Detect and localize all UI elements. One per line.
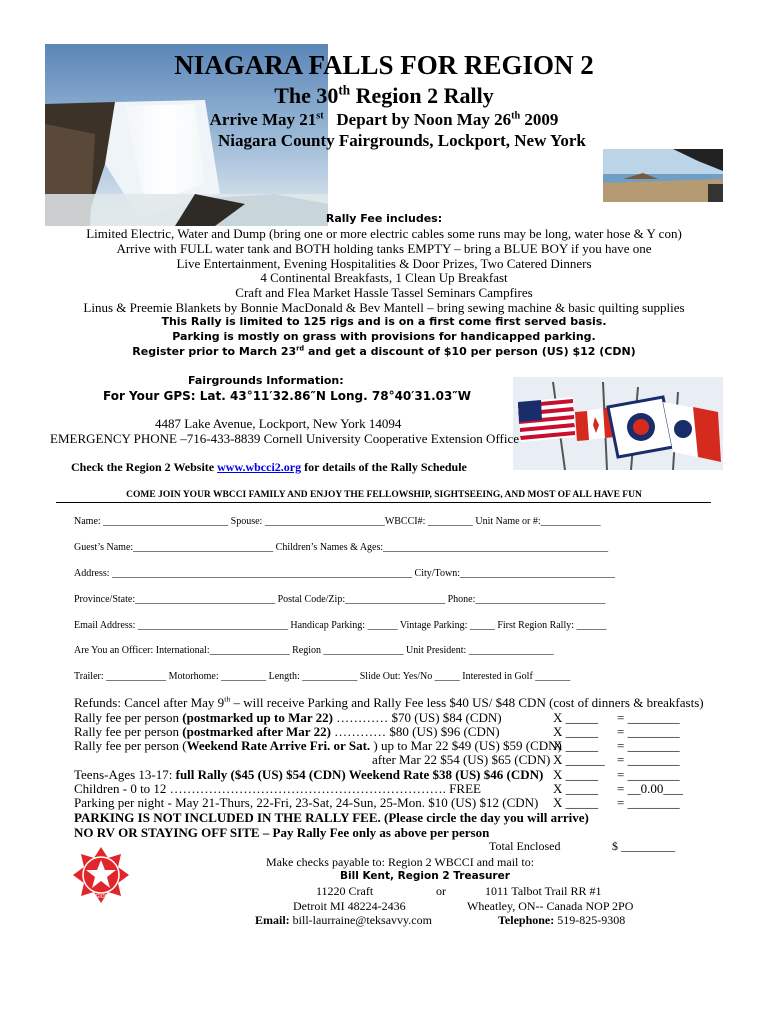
arrive-sup: st xyxy=(316,110,324,122)
form-row-guests[interactable]: Guest’s Name:____________________________ Children’s Names & Ages:_____________________________________________ xyxy=(74,542,609,553)
contact-phone-line xyxy=(498,913,625,927)
qty-field-late[interactable]: X _____ xyxy=(553,724,599,739)
form-row-email[interactable]: Email Address: ______________________________ Handicap Parking: ______ Vintage Parking: _____ First Region Rally: ______ xyxy=(74,620,607,631)
parking-notice: Parking is mostly on grass with provisions for handicapped parking. xyxy=(172,330,596,343)
fee-row-parking: Parking per night - May 21-Thurs, 22-Fri, 23-Sat, 24-Sun, 25-Mon. $10 (US) $12 (CDN) xyxy=(74,795,539,810)
gps-line: For Your GPS: Lat. 43°11′32.86″N Long. 78°40′31.03″W xyxy=(103,389,471,403)
subtitle-sup: th xyxy=(338,82,351,98)
fee-line-3: Live Entertainment, Evening Hospitalities & Door Prizes, Two Catered Dinners xyxy=(176,256,592,271)
qty-field-weekend[interactable]: X _____ xyxy=(553,738,599,753)
fee-row-bold: full Rally ($45 (US) $54 (CDN) Weekend Rate $38 (US) $46 (CDN) xyxy=(175,767,544,782)
amount-field-weekend[interactable]: = ________ xyxy=(617,738,680,753)
register-notice xyxy=(0,345,768,359)
logo-text: REGION 2 xyxy=(88,894,114,900)
arrive-depart-line xyxy=(0,109,768,131)
total-enclosed-field[interactable]: $ _________ xyxy=(612,839,675,853)
amount-field-weekend-late[interactable]: = ________ xyxy=(617,752,680,767)
subtitle-text: The 30 xyxy=(274,83,339,108)
fee-row-teens xyxy=(74,767,543,782)
qty-field-parking[interactable]: X _____ xyxy=(553,795,599,810)
form-row-name[interactable]: Name: _________________________ Spouse: ________________________WBCCI#: _________ Unit Name or #:____________ xyxy=(74,516,601,527)
qty-field-weekend-late[interactable]: X ______ xyxy=(553,752,605,767)
fairgrounds-heading: Fairgrounds Information: xyxy=(188,374,344,387)
fee-line-1: Limited Electric, Water and Dump (bring one or more electric cables some runs may be long, water hose & Y con) xyxy=(86,226,682,241)
fee-row-text: Rally fee per person xyxy=(74,724,183,739)
total-enclosed-label: Total Enclosed xyxy=(489,839,561,853)
page-title: NIAGARA FALLS FOR REGION 2 xyxy=(174,50,594,80)
fee-row-text: Rally fee per person xyxy=(74,710,183,725)
amount-field-parking[interactable]: = ________ xyxy=(617,795,680,810)
emergency-phone: EMERGENCY PHONE –716-433-8839 Cornell University Cooperative Extension Office xyxy=(50,431,520,446)
banner-divider xyxy=(56,502,711,503)
amount-field-late[interactable]: = ________ xyxy=(617,724,680,739)
fairgrounds-address: 4487 Lake Avenue, Lockport, New York 14094 xyxy=(155,416,402,431)
fee-row-price: ) up to Mar 22 $49 (US) $59 (CDN) xyxy=(373,738,562,753)
form-row-trailer[interactable]: Trailer: ____________ Motorhome: _________ Length: ___________ Slide Out: Yes/No _____ Interested in Golf _______ xyxy=(74,671,571,682)
fee-row-bold: Weekend Rate Arrive Fri. or Sat. xyxy=(186,738,374,753)
refund-rest: – will receive Parking and Rally Fee less $40 US/ $48 CDN (cost of dinners & breakfasts) xyxy=(230,695,704,710)
treasurer-line: Bill Kent, Region 2 Treasurer xyxy=(340,870,510,882)
email-label: Email: xyxy=(255,913,290,927)
payable-line: Make checks payable to: Region 2 WBCCI and mail to: xyxy=(266,855,535,869)
limit-notice: This Rally is limited to 125 rigs and is on a first come first served basis. xyxy=(161,315,607,328)
fee-row-weekend xyxy=(74,738,562,753)
fee-row-price: ………… $80 (US) $96 (CDN) xyxy=(330,724,500,739)
register-text: Register prior to March 23 xyxy=(132,345,297,358)
fee-row-text: Teens-Ages 13-17: xyxy=(74,767,176,782)
address-or: or xyxy=(436,884,446,898)
refund-policy xyxy=(74,695,704,710)
amount-field-early[interactable]: = ________ xyxy=(617,710,680,725)
refund-sup: th xyxy=(224,694,231,704)
rally-fee-heading: Rally Fee includes: xyxy=(325,212,443,225)
amount-field-teens[interactable]: = ________ xyxy=(617,767,680,782)
phone-label: Telephone: xyxy=(498,913,555,927)
depart-text: Depart by Noon May 26 xyxy=(336,110,512,129)
fee-row-weekend-late: after Mar 22 $54 (US) $65 (CDN) xyxy=(372,752,551,767)
fee-line-5: Craft and Flea Market Hassle Tassel Seminars Campfires xyxy=(235,285,533,300)
qty-field-children[interactable]: X _____ xyxy=(553,781,599,796)
depart-sup: th xyxy=(511,110,521,122)
page-subtitle xyxy=(0,82,768,110)
register-rest: and get a discount of $10 per person (US) $12 (CDN) xyxy=(304,345,636,358)
fee-row-late xyxy=(74,724,500,739)
region2-logo xyxy=(72,846,130,904)
address-us-1: 11220 Craft xyxy=(316,884,374,898)
flags-photo xyxy=(513,377,723,470)
address-us-2: Detroit MI 48224-2436 xyxy=(293,899,406,913)
qty-field-teens[interactable]: X _____ xyxy=(553,767,599,782)
fee-row-text: Rally fee per person ( xyxy=(74,738,187,753)
email-value[interactable]: bill-laurraine@teksavvy.com xyxy=(289,913,432,927)
website-text: Check the Region 2 Website xyxy=(71,460,218,474)
form-row-officer[interactable]: Are You an Officer: International:________________ Region ________________ Unit President: _________________ xyxy=(74,645,554,656)
phone-value: 519-825-9308 xyxy=(554,913,626,927)
website-line xyxy=(71,459,467,475)
fee-row-price: ………… $70 (US) $84 (CDN) xyxy=(333,710,502,725)
parking-not-included-note: PARKING IS NOT INCLUDED IN THE RALLY FEE. (Please circle the day you will arrive) xyxy=(74,810,589,825)
contact-email-line xyxy=(255,913,432,927)
qty-field-early[interactable]: X _____ xyxy=(553,710,599,725)
subtitle-rest: Region 2 Rally xyxy=(350,83,494,108)
website-rest: for details of the Rally Schedule xyxy=(301,460,467,474)
venue-line: Niagara County Fairgrounds, Lockport, New York xyxy=(218,131,586,150)
arrive-text: Arrive May 21 xyxy=(209,110,317,129)
fee-row-early xyxy=(74,710,502,725)
form-row-province[interactable]: Province/State:____________________________ Postal Code/Zip:____________________ Phone:__________________________ xyxy=(74,594,606,605)
address-ca-1: 1011 Talbot Trail RR #1 xyxy=(485,884,602,898)
fort-photo xyxy=(603,149,723,202)
fee-line-6: Linus & Preemie Blankets by Bonnie MacDonald & Bev Mantell – bring sewing machine & basic quilting supplies xyxy=(83,300,685,315)
form-row-address[interactable]: Address: ____________________________________________________________ City/Town:_______________________________ xyxy=(74,568,615,579)
no-rv-note: NO RV OR STAYING OFF SITE – Pay Rally Fee only as above per person xyxy=(74,825,490,840)
fellowship-banner: COME JOIN YOUR WBCCI FAMILY AND ENJOY THE FELLOWSHIP, SIGHTSEEING, AND MOST OF ALL HAVE FUN xyxy=(126,490,642,500)
refund-text: Refunds: Cancel after May 9 xyxy=(74,695,225,710)
fee-row-children: Children - 0 to 12 ………………………………………………………. FREE xyxy=(74,781,481,796)
fee-row-bold: (postmarked after Mar 22) xyxy=(182,724,331,739)
fee-line-4: 4 Continental Breakfasts, 1 Clean Up Breakfast xyxy=(260,270,508,285)
website-link[interactable]: www.wbcci2.org xyxy=(217,460,302,474)
depart-year: 2009 xyxy=(520,110,559,129)
fee-row-bold: (postmarked up to Mar 22) xyxy=(182,710,333,725)
address-ca-2: Wheatley, ON-- Canada NOP 2PO xyxy=(467,899,634,913)
amount-field-children[interactable]: = __0.00___ xyxy=(617,781,683,796)
register-sup: rd xyxy=(296,344,305,353)
fee-line-2: Arrive with FULL water tank and BOTH holding tanks EMPTY – bring a BLUE BOY if you have one xyxy=(116,241,652,256)
